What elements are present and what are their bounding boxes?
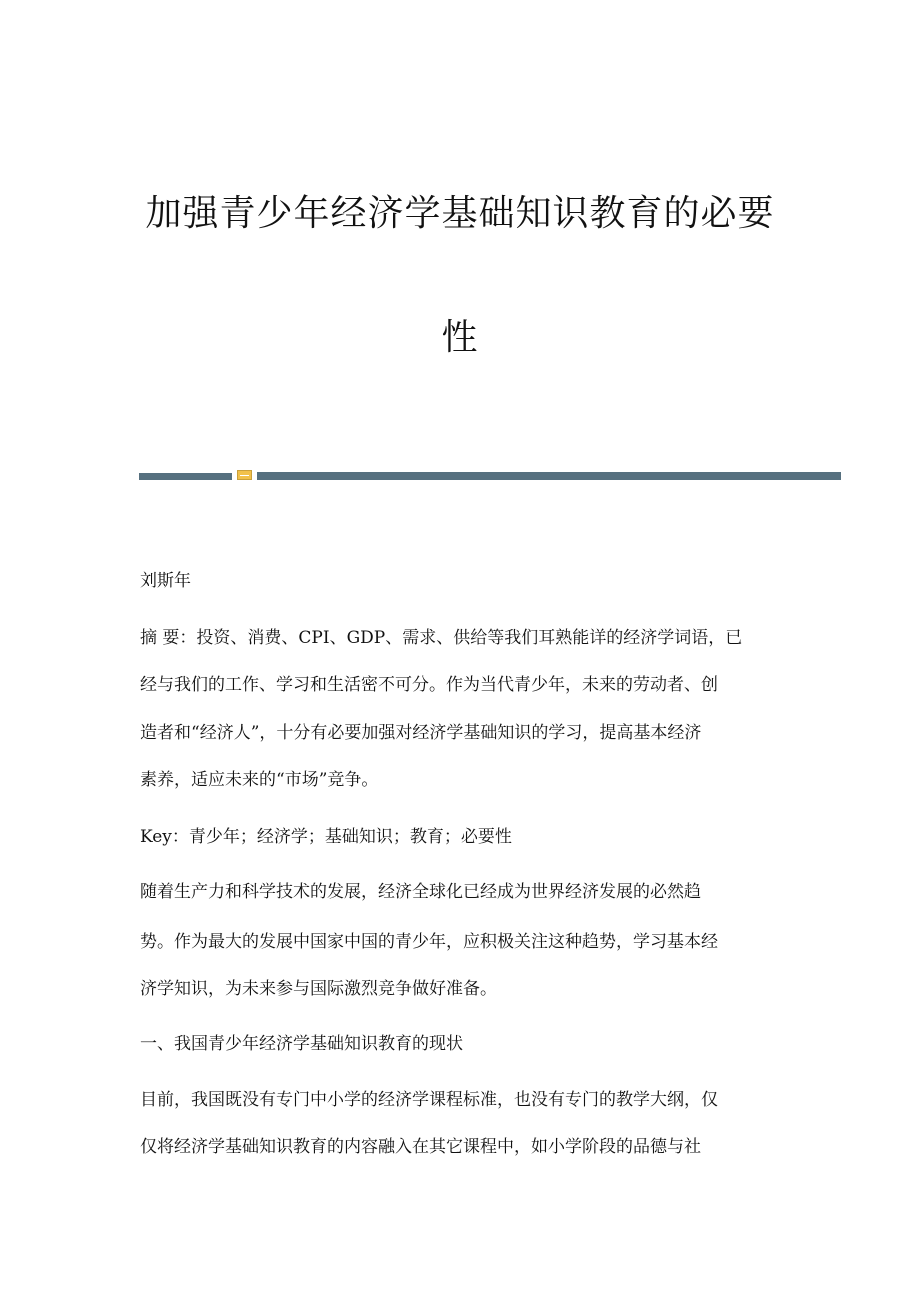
divider-bar-right xyxy=(257,472,841,480)
intro-line-1: 随着生产力和科学技术的发展，经济全球化已经成为世界经济发展的必然趋 xyxy=(140,882,701,902)
author-name: 刘斯年 xyxy=(140,571,191,591)
document-title-line-1: 加强青少年经济学基础知识教育的必要 xyxy=(145,193,775,234)
section-line-1: 目前，我国既没有专门中小学的经济学课程标准，也没有专门的教学大纲，仅 xyxy=(140,1090,718,1110)
section-heading: 一、我国青少年经济学基础知识教育的现状 xyxy=(140,1034,463,1054)
title-divider xyxy=(139,470,841,480)
divider-emblem-icon xyxy=(237,470,252,480)
intro-line-3: 济学知识，为未来参与国际激烈竞争做好准备。 xyxy=(140,979,497,999)
abstract-line-2: 经与我们的工作、学习和生活密不可分。作为当代青少年，未来的劳动者、创 xyxy=(140,675,718,695)
document-title-line-2: 性 xyxy=(441,317,479,358)
section-line-2: 仅将经济学基础知识教育的内容融入在其它课程中，如小学阶段的品德与社 xyxy=(140,1137,701,1157)
abstract-line-3: 造者和“经济人”，十分有必要加强对经济学基础知识的学习，提高基本经济 xyxy=(140,723,702,743)
abstract-line-4: 素养，适应未来的“市场”竞争。 xyxy=(140,770,379,790)
abstract-line-1: 摘 要：投资、消费、CPI、GDP、需求、供给等我们耳熟能详的经济学词语，已 xyxy=(140,628,743,648)
keywords-line: Key：青少年；经济学；基础知识；教育；必要性 xyxy=(140,827,512,847)
divider-bar-left xyxy=(139,473,232,480)
intro-line-2: 势。作为最大的发展中国家中国的青少年，应积极关注这种趋势，学习基本经 xyxy=(140,932,718,952)
